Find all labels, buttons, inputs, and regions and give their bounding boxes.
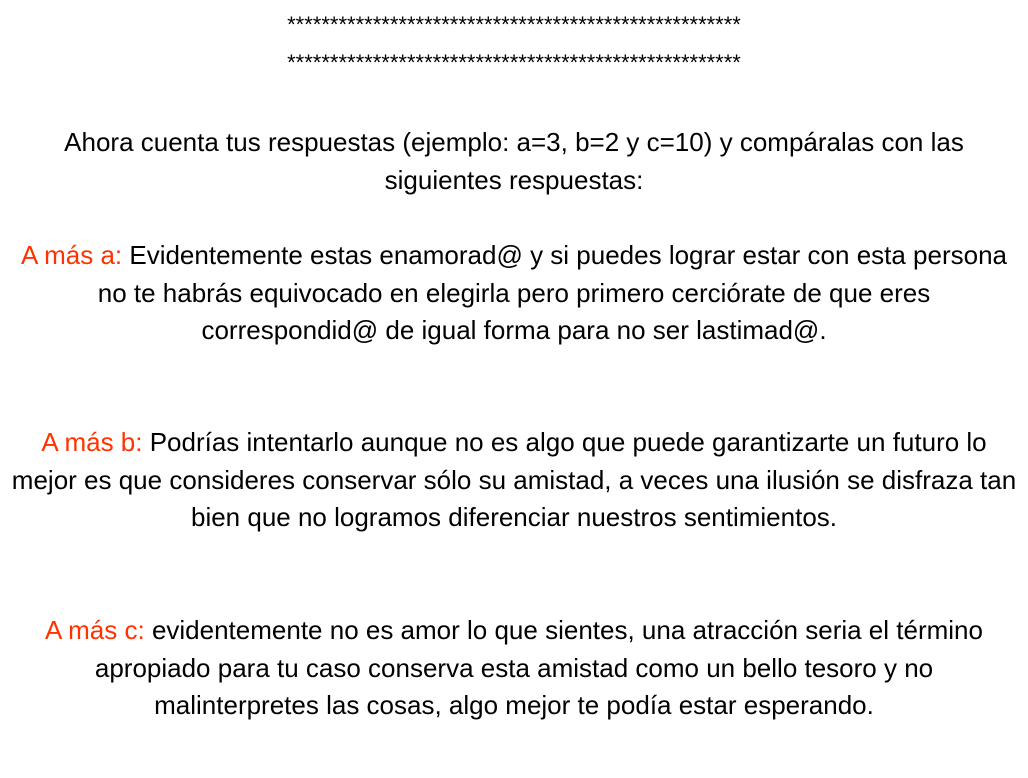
result-paragraph-b [10, 424, 1018, 537]
result-label-c: A más c: [45, 615, 145, 645]
asterisk-separator-bottom: ***************************************************** [287, 52, 741, 74]
result-text-c: evidentemente no es amor lo que sientes, una atracción seria el término apropiado para tu caso conserva esta amistad como un bello tesoro y no malinterpretes las cosas, algo mejor te podía estar esperando. [94, 615, 983, 720]
result-label-a: A más a: [20, 240, 123, 270]
result-text-a: Evidentemente estas enamorad@ y si puedes lograr estar con esta persona no te habrás equivocado en elegirla pero primero cerciórate de que eres correspondid@ de igual forma para no ser lastimad@. [97, 240, 1008, 345]
result-text-b: Podrías intentarlo aunque no es algo que puede garantizarte un futuro lo mejor es que consideres conservar sólo su amistad, a veces una ilusión se disfraza tan bien que no logramos diferenciar nuestros sentimientos. [11, 427, 1017, 532]
intro-paragraph: Ahora cuenta tus respuestas (ejemplo: a=3, b=2 y c=10) y compáralas con las siguientes respuestas: [64, 127, 964, 195]
result-label-b: A más b: [41, 427, 143, 457]
result-paragraph-a [10, 237, 1018, 350]
asterisk-separator-top: ***************************************************** [287, 14, 741, 36]
result-paragraph-c [10, 612, 1018, 725]
